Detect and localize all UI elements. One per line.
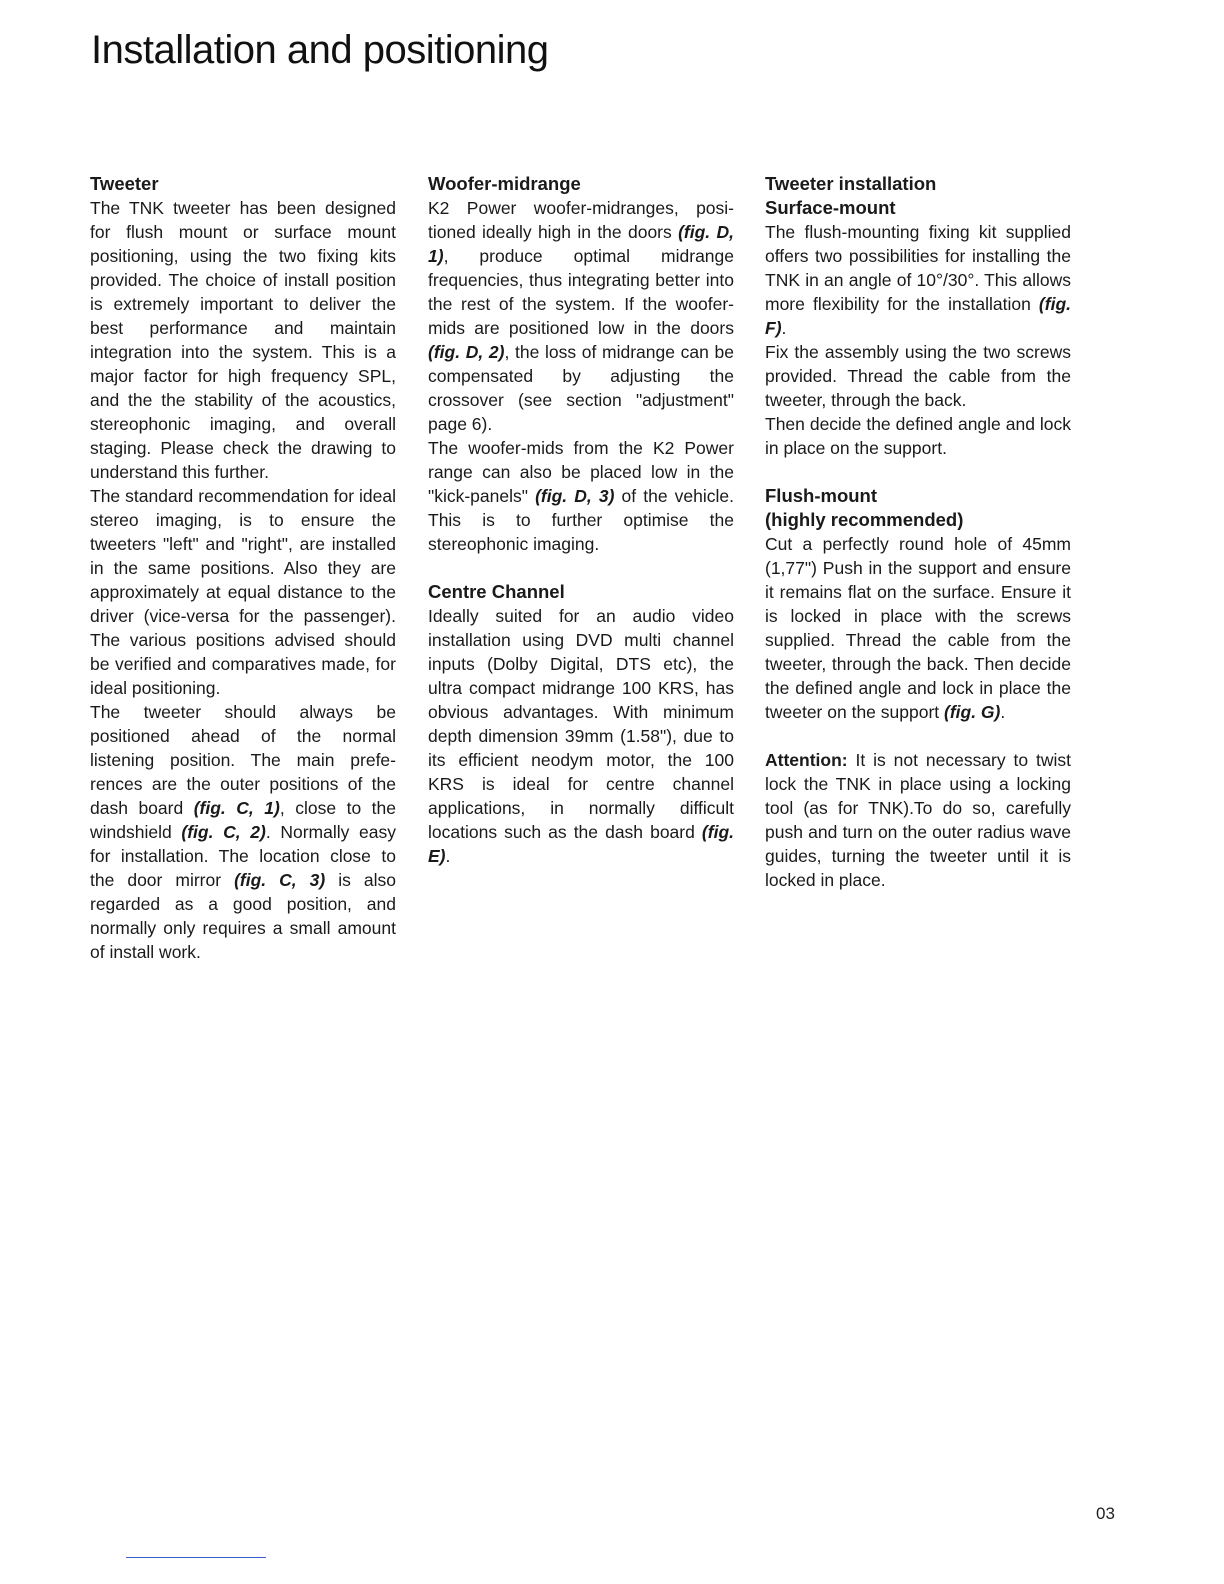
paragraph: Cut a perfectly round hole of 45mm (1,77") Push in the support and ensure it remains flat on the surface. Ensure it is locked in place with the screws supplied. Thread the cable from the tweeter, through the back. Then decide the defined angle and lock in place the tweeter on the support (fig. G). <box>765 534 1071 722</box>
heading-centre-channel: Centre Channel <box>428 581 565 602</box>
fig-reference: (fig. C, 1) <box>193 798 280 818</box>
column-middle <box>428 172 734 868</box>
heading-tweeter-installation: Tweeter installation <box>765 173 937 194</box>
page-number: 03 <box>1096 1504 1115 1523</box>
paragraph: The TNK tweeter has been designed for flush mount or surface mount positioning, using the two fixing kits provided. The choice of install position is extremely important to deliver the best performance and maintain integration into the system. This is a major factor for high frequency SPL, and the the stability of the acoustics, stereophonic imaging, and overall staging. Please check the drawing to understand this further. <box>90 198 396 482</box>
paragraph: The tweeter should always be positioned ahead of the normal listening position. The main prefe-rences are the outer positions of the dash board (fig. C, 1), close to the windshield (fig. C, 2). Normally easy for installation. The location close to the door mirror (fig. C, 3) is also regarded as a good position, and normally only requires a small amount of install work. <box>90 702 397 962</box>
fig-reference: (fig. C, 2) <box>181 822 266 842</box>
fig-reference: (fig. E) <box>428 822 734 866</box>
heading-woofer-midrange: Woofer-midrange <box>428 173 581 194</box>
paragraph: The standard recommendation for ideal stereo imaging, is to ensure the tweeters "left" and "right", are installed in the same positions. Also they are approximately at equal distance to the driver (vice-versa for the passenger). The various positions advised should be verified and comparatives made, for ideal positioning. <box>90 486 396 698</box>
attention-paragraph: Attention: It is not necessary to twist lock the TNK in place using a locking tool (as for TNK).To do so, carefully push and turn on the outer radius wave guides, turning the tweeter until it is locked in place. <box>765 750 1071 890</box>
heading-flush-mount: Flush-mount <box>765 485 878 506</box>
paragraph: Ideally suited for an audio video installation using DVD multi channel inputs (Dolby Digital, DTS etc), the ultra compact midrange 100 KRS, has obvious advantages. With minimum depth dimension 39mm (1.58"), due to its efficient neodym motor, the 100 KRS is ideal for centre channel applications, in normally difficult locations such as the dash board (fig. E). <box>428 606 734 866</box>
footer-rule <box>126 1557 266 1558</box>
spacer <box>428 556 734 580</box>
attention-label: Attention: <box>765 750 848 770</box>
spacer <box>765 724 1071 748</box>
column-left <box>90 172 396 964</box>
paragraph: Then decide the defined angle and lock in place on the support. <box>765 414 1071 458</box>
fig-reference: (fig. D, 3) <box>535 486 615 506</box>
paragraph: The flush-mounting fixing kit supplied offers two possibilities for installing the TNK in an angle of 10°/30°. This allows more flexibility for the installation (fig. F). <box>765 222 1071 338</box>
paragraph: K2 Power woofer-midranges, posi-tioned ideally high in the doors (fig. D, 1), produce optimal midrange frequencies, thus integrating better into the rest of the system. If the woofer-mids are positioned low in the doors (fig. D, 2), the loss of midrange can be compensated by adjusting the crossover (see section "adjustment" page 6). <box>428 198 734 434</box>
fig-reference: (fig. G) <box>944 702 1001 722</box>
page-title: Installation and positioning <box>91 28 549 72</box>
paragraph: Fix the assembly using the two screws provided. Thread the cable from the tweeter, through the back. <box>765 342 1071 410</box>
fig-reference: (fig. C, 3) <box>234 870 326 890</box>
column-right <box>765 172 1071 892</box>
paragraph: The woofer-mids from the K2 Power range can also be placed low in the "kick-panels" (fig. D, 3) of the vehicle. This is to further optimise the stereophonic imaging. <box>428 438 734 554</box>
fig-reference: (fig. D, 2) <box>428 342 505 362</box>
heading-tweeter: Tweeter <box>90 173 159 194</box>
heading-surface-mount: Surface-mount <box>765 197 896 218</box>
fig-reference: (fig. D, 1) <box>428 222 734 266</box>
spacer <box>765 460 1071 484</box>
fig-reference: (fig. F) <box>765 294 1071 338</box>
heading-highly-recommended: (highly recommended) <box>765 509 964 530</box>
